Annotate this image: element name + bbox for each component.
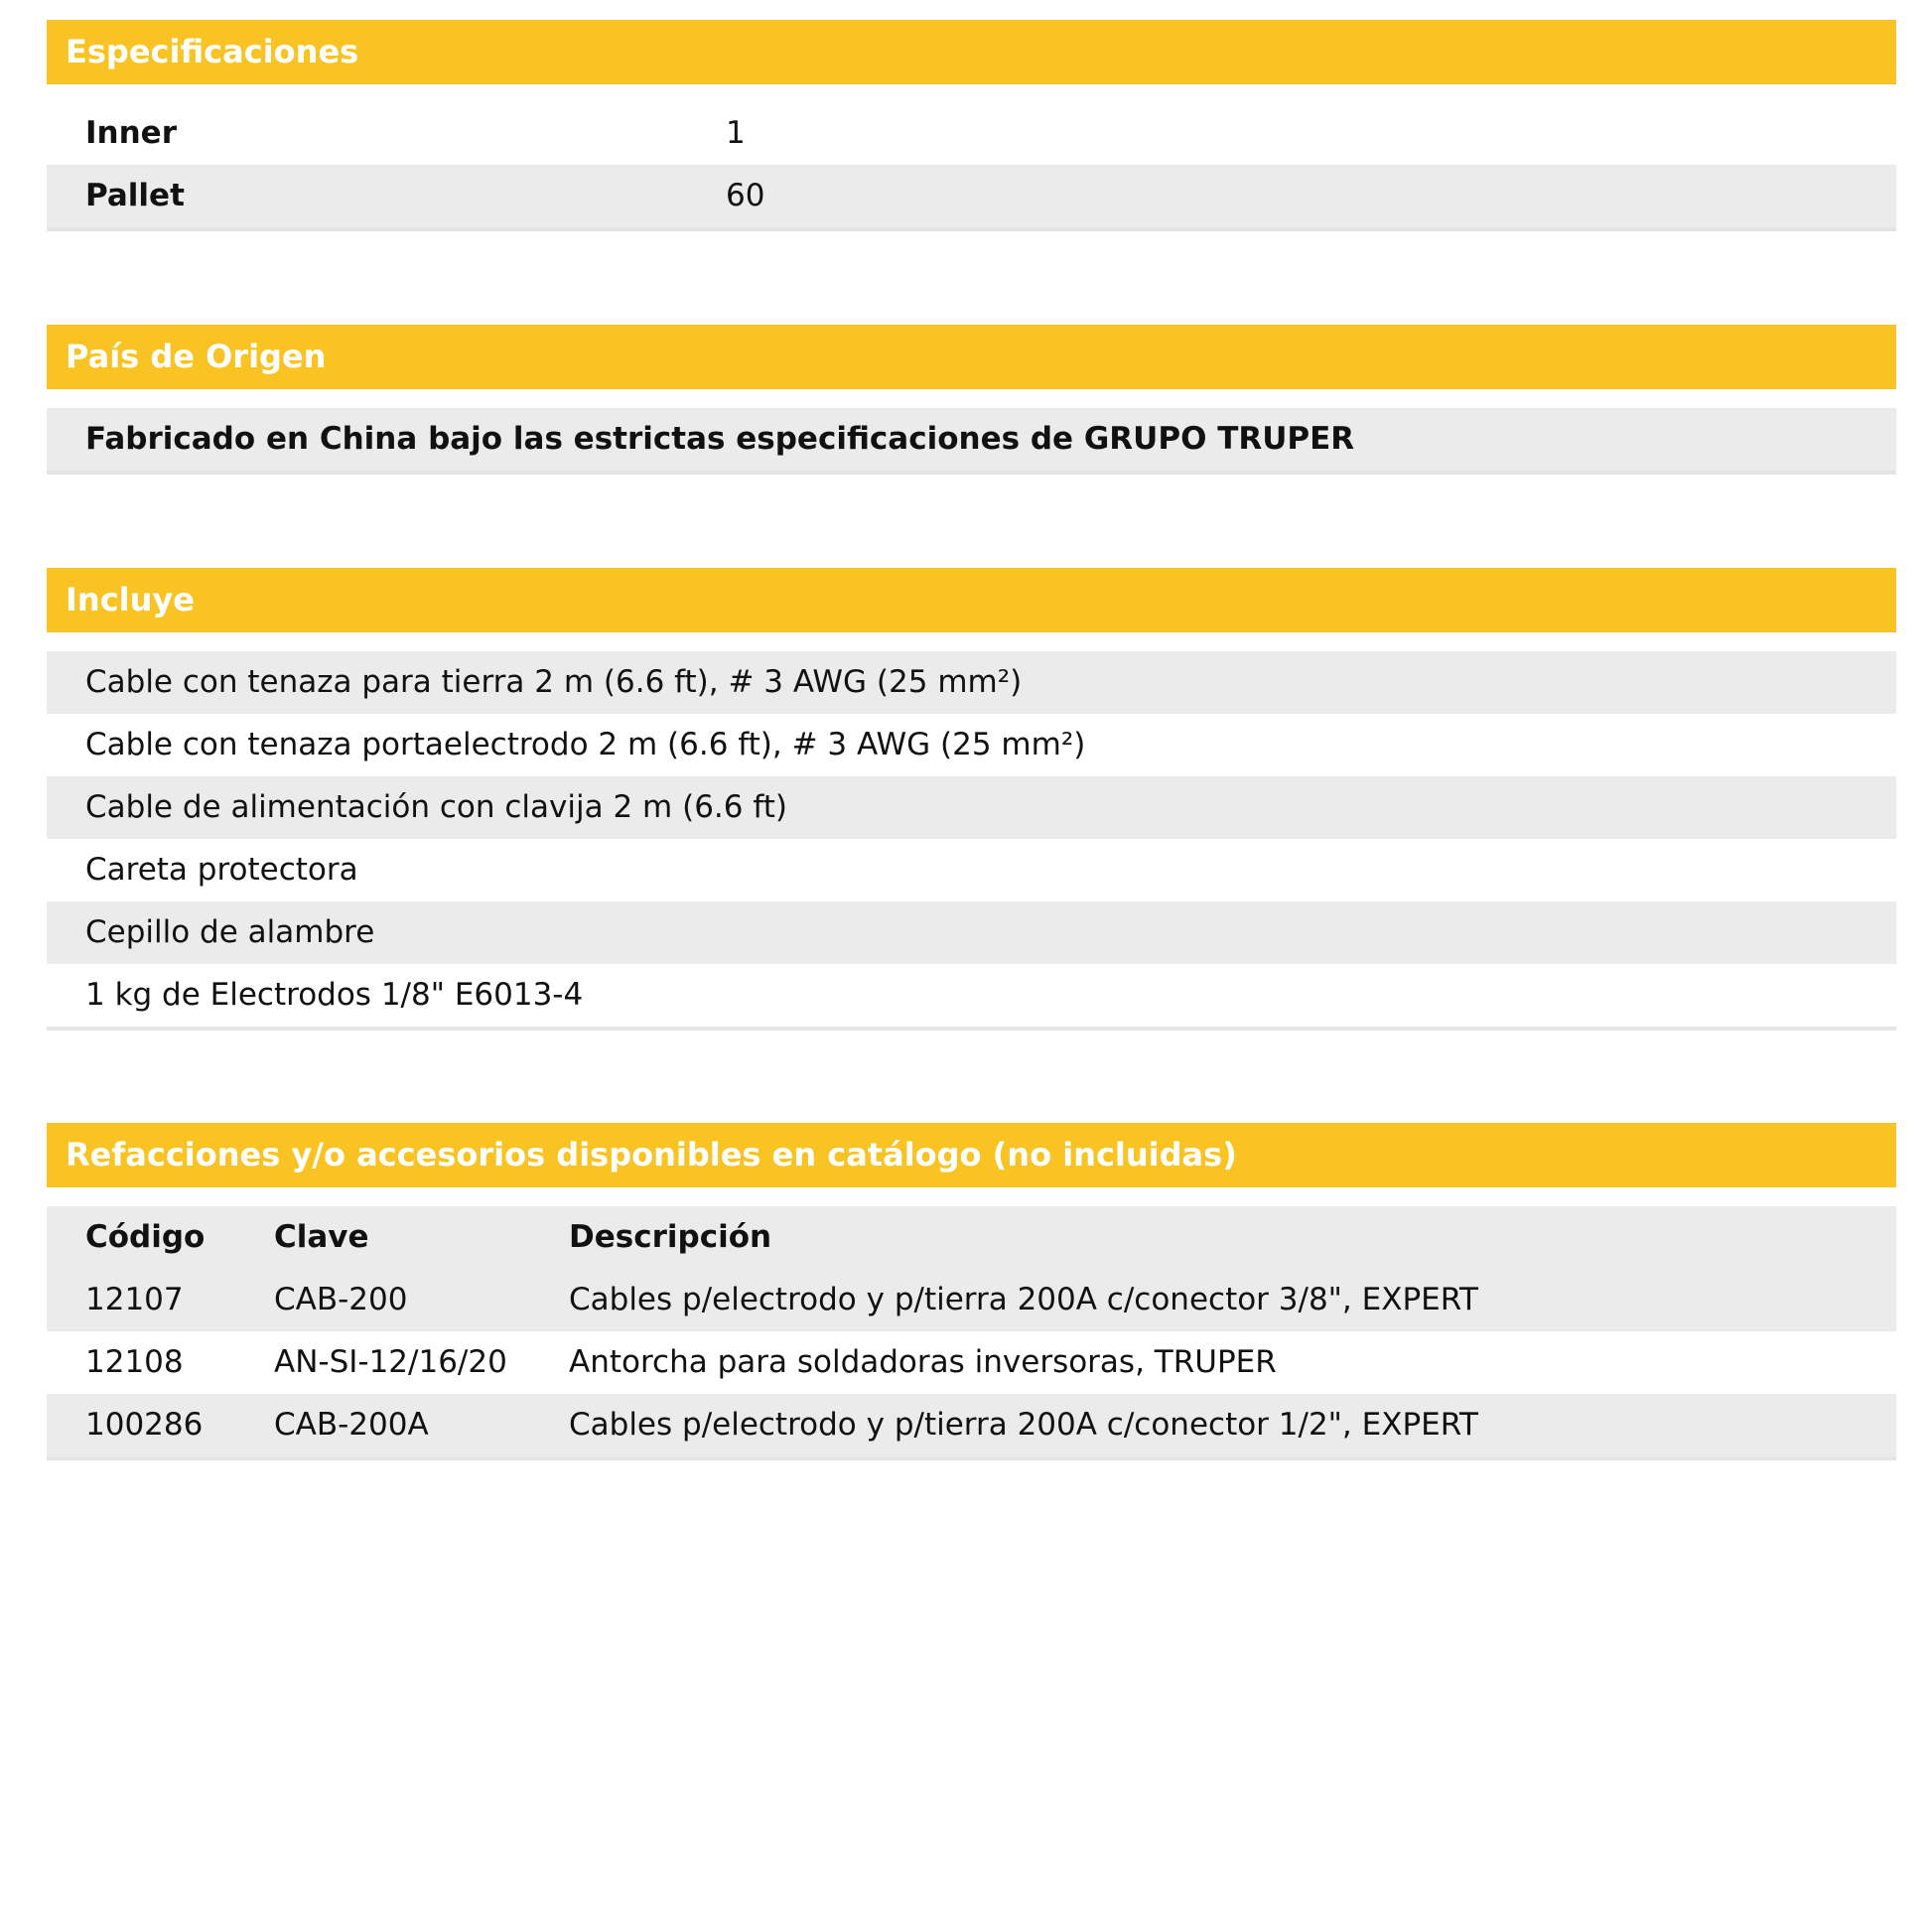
- especificaciones-header: Especificaciones: [47, 20, 1896, 84]
- incluye-item: Cable de alimentación con clavija 2 m (6.6 ft): [47, 776, 1896, 839]
- refacciones-section: [47, 1123, 1896, 1460]
- incluye-item: Careta protectora: [47, 839, 1896, 901]
- origen-header: País de Origen: [47, 325, 1896, 389]
- spec-row-inner: [47, 102, 1896, 165]
- incluye-item: Cable con tenaza para tierra 2 m (6.6 ft), # 3 AWG (25 mm²): [47, 651, 1896, 714]
- spec-value: 1: [726, 115, 746, 151]
- spec-row-pallet: [47, 165, 1896, 227]
- incluye-item: Cepillo de alambre: [47, 901, 1896, 964]
- divider: [47, 227, 1896, 231]
- cell-descripcion: Cables p/electrodo y p/tierra 200A c/conector 3/8", EXPERT: [569, 1282, 1478, 1317]
- especificaciones-section: [47, 20, 1896, 231]
- column-header-clave: Clave: [274, 1219, 369, 1255]
- column-header-descripcion: Descripción: [569, 1219, 772, 1255]
- origen-text: Fabricado en China bajo las estrictas especificaciones de GRUPO TRUPER: [47, 408, 1896, 471]
- origen-section: [47, 325, 1896, 475]
- cell-codigo: 12107: [85, 1282, 184, 1317]
- cell-codigo: 12108: [85, 1344, 184, 1380]
- spec-value: 60: [726, 178, 765, 213]
- refacciones-header: Refacciones y/o accesorios disponibles en catálogo (no incluidas): [47, 1123, 1896, 1187]
- table-header-row: [47, 1206, 1896, 1269]
- incluye-section: [47, 568, 1896, 1031]
- incluye-header: Incluye: [47, 568, 1896, 632]
- spec-label: Pallet: [85, 178, 185, 213]
- table-row: [47, 1269, 1896, 1331]
- divider: [47, 1456, 1896, 1460]
- cell-clave: CAB-200: [274, 1282, 408, 1317]
- cell-codigo: 100286: [85, 1407, 204, 1443]
- cell-clave: AN-SI-12/16/20: [274, 1344, 507, 1380]
- divider: [47, 471, 1896, 475]
- divider: [47, 1027, 1896, 1031]
- table-row: [47, 1331, 1896, 1394]
- cell-descripcion: Antorcha para soldadoras inversoras, TRUPER: [569, 1344, 1277, 1380]
- column-header-codigo: Código: [85, 1219, 206, 1255]
- incluye-item: 1 kg de Electrodos 1/8" E6013-4: [47, 964, 1896, 1027]
- incluye-item: Cable con tenaza portaelectrodo 2 m (6.6 ft), # 3 AWG (25 mm²): [47, 714, 1896, 776]
- cell-descripcion: Cables p/electrodo y p/tierra 200A c/conector 1/2", EXPERT: [569, 1407, 1478, 1443]
- cell-clave: CAB-200A: [274, 1407, 429, 1443]
- table-row: [47, 1394, 1896, 1456]
- spec-label: Inner: [85, 115, 177, 151]
